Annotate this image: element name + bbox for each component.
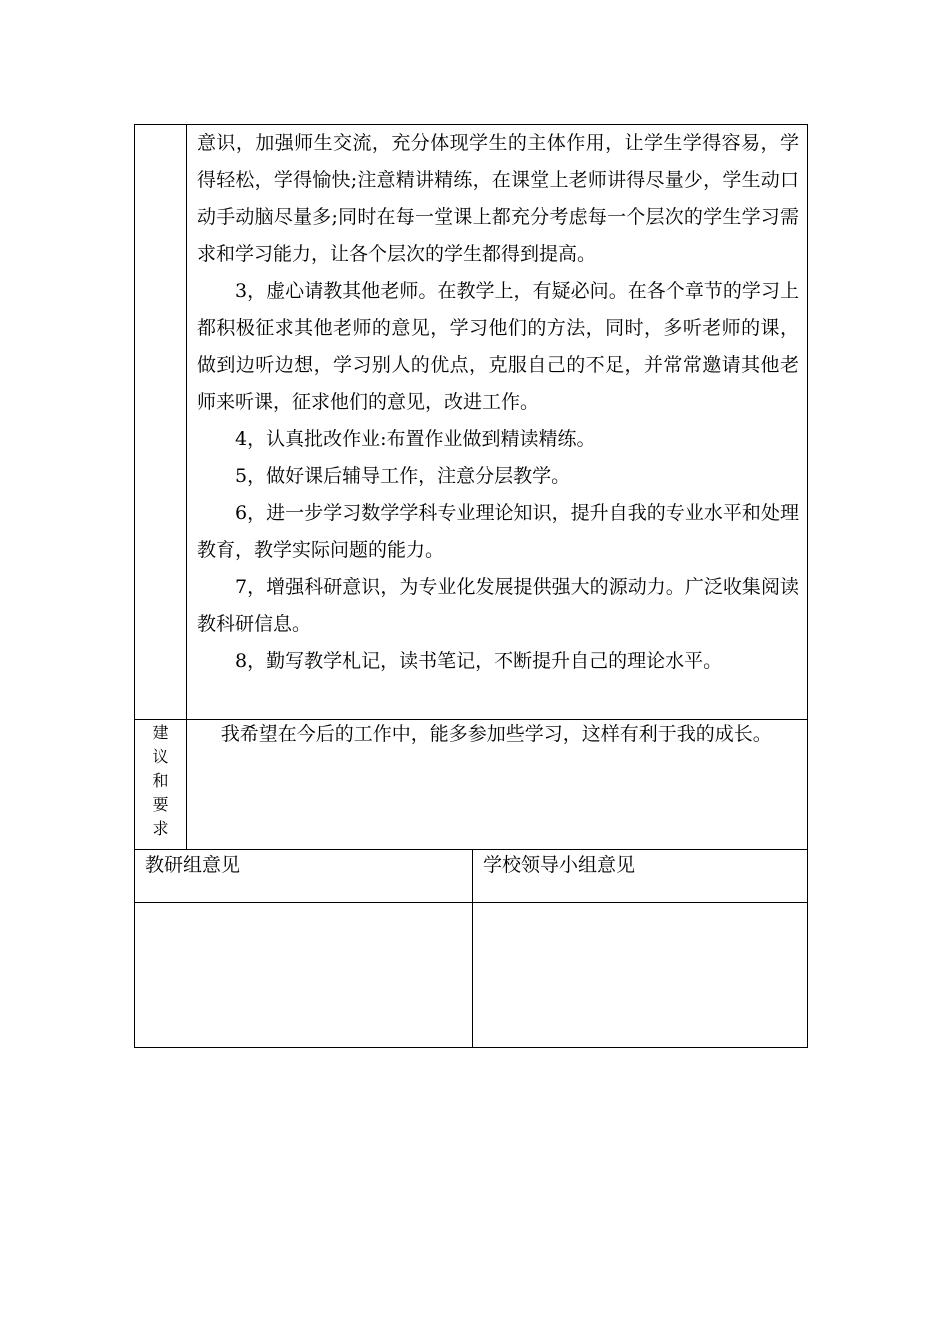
label-char: 和 [152, 771, 169, 790]
opinions-body-row [135, 903, 808, 1048]
measure-paragraph: 8，勤写教学札记，读书笔记，不断提升自己的理论水平。 [235, 650, 723, 672]
measure-paragraph: 4，认真批改作业:布置作业做到精读精练。 [235, 428, 596, 450]
suggestions-label [135, 720, 187, 850]
label-char: 建 [152, 723, 169, 742]
work-measures-label-cell [135, 125, 187, 720]
measure-paragraph: 7，增强科研意识，为专业化发展提供强大的源动力。广泛收集阅读教科研信息。 [197, 576, 799, 635]
label-char: 要 [152, 795, 169, 814]
research-group-opinion-field[interactable] [135, 903, 473, 1048]
measure-paragraph: 3，虚心请教其他老师。在教学上，有疑必问。在各个章节的学习上都积极征求其他老师的意见，学习他们的方法，同时，多听老师的课，做到边听边想，学习别人的优点，克服自己的不足，并常常邀请其他老师来听课，征求他们的意见，改进工作。 [197, 280, 799, 413]
school-leadership-opinion-field[interactable] [473, 903, 808, 1048]
work-summary-form [134, 124, 808, 1048]
suggestions-text: 我希望在今后的工作中，能多参加些学习，这样有利于我的成长。 [220, 723, 772, 745]
label-char: 议 [152, 747, 169, 766]
suggestions-content [187, 720, 808, 850]
measure-paragraph: 意识，加强师生交流，充分体现学生的主体作用，让学生学得容易，学得轻松，学得愉快;注意精讲精练，在课堂上老师讲得尽量少，学生动口动手动脑尽量多;同时在每一堂课上都充分考虑每一个层次的学生学习需求和学习能力，让各个层次的学生都得到提高。 [197, 132, 799, 265]
research-group-opinion-label: 教研组意见 [135, 850, 473, 903]
work-measures-content [187, 125, 808, 720]
opinions-header-row [135, 850, 808, 903]
work-measures-row [135, 125, 808, 720]
measure-paragraph: 5，做好课后辅导工作，注意分层教学。 [235, 465, 571, 487]
measure-paragraph: 6，进一步学习数学学科专业理论知识，提升自我的专业水平和处理教育，教学实际问题的能力。 [197, 502, 799, 561]
school-leadership-opinion-label: 学校领导小组意见 [473, 850, 808, 903]
suggestions-row [135, 720, 808, 850]
label-char: 求 [152, 819, 169, 838]
